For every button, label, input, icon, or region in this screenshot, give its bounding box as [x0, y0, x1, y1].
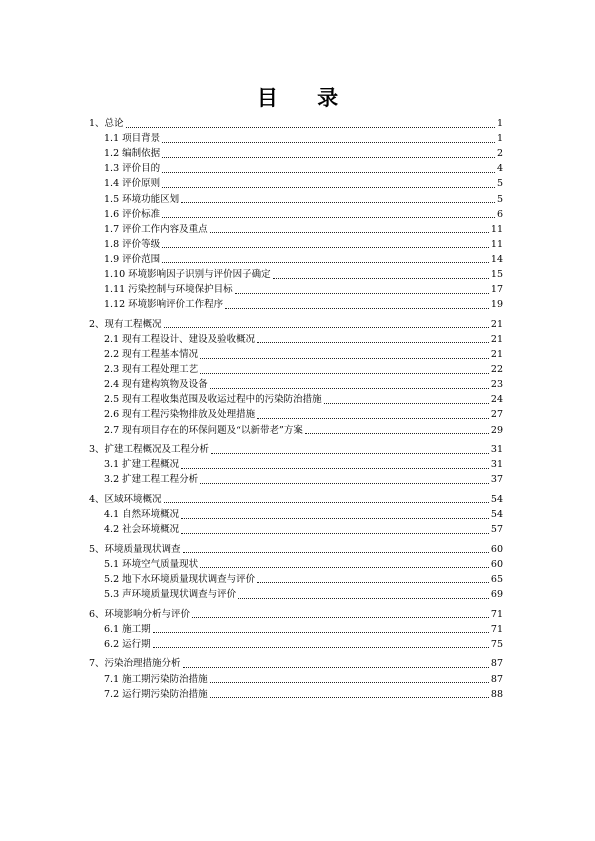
- toc-dot-leader: [200, 483, 489, 484]
- toc-entry-title: 1.8 评价等级: [104, 238, 161, 250]
- toc-entry-title: 1.5 环境功能区划: [104, 193, 180, 205]
- toc-section-entry[interactable]: [104, 407, 503, 423]
- toc-section-entry[interactable]: [104, 472, 503, 488]
- toc-entry-title: 2、现有工程概况: [89, 318, 162, 330]
- toc-dot-leader: [210, 232, 489, 233]
- toc-dot-leader: [181, 518, 489, 519]
- toc-section-entry[interactable]: [104, 332, 503, 348]
- toc-section-entry[interactable]: [104, 131, 503, 147]
- toc-dot-leader: [200, 373, 489, 374]
- toc-chapter-entry[interactable]: [89, 442, 503, 458]
- toc-page-number: 60: [490, 543, 503, 555]
- toc-page-number: 11: [490, 238, 503, 250]
- toc-entry-title: 2.7 现有项目存在的环保问题及“以新带老”方案: [104, 424, 303, 436]
- toc-page-number: 1: [496, 118, 503, 129]
- toc-section-entry[interactable]: [104, 392, 503, 408]
- toc-section-entry[interactable]: [104, 557, 503, 573]
- toc-entry-title: 1.4 评价原则: [104, 178, 161, 190]
- toc-page-number: 21: [490, 318, 503, 330]
- toc-dot-leader: [225, 308, 489, 309]
- toc-dot-leader: [126, 127, 495, 128]
- toc-entry-title: 4、区域环境概况: [89, 493, 162, 505]
- toc-section-entry[interactable]: [104, 507, 503, 523]
- toc-page-number: 23: [490, 379, 503, 391]
- toc-page-number: 11: [490, 223, 503, 235]
- toc-chapter-entry[interactable]: [89, 317, 503, 333]
- toc-page-number: 54: [490, 493, 503, 505]
- toc-section-entry[interactable]: [104, 192, 503, 208]
- toc-page-number: 19: [490, 299, 503, 311]
- toc-section-entry[interactable]: [104, 347, 503, 363]
- toc-section-entry[interactable]: [104, 207, 503, 223]
- toc-entry-title: 2.1 现有工程设计、建设及验收概况: [104, 333, 256, 345]
- toc-entry-title: 1.11 污染控制与环境保护目标: [104, 284, 233, 296]
- toc-entry-title: 3.2 扩建工程工程分析: [104, 474, 199, 486]
- toc-page-number: 21: [490, 333, 503, 345]
- toc-section-entry[interactable]: [104, 282, 503, 298]
- toc-dot-leader: [183, 552, 489, 553]
- toc-section-entry[interactable]: [104, 161, 503, 177]
- toc-dot-leader: [181, 468, 489, 469]
- toc-section-entry[interactable]: [104, 176, 503, 192]
- toc-entry-title: 6.2 运行期: [104, 638, 151, 650]
- toc-section-entry[interactable]: [104, 237, 503, 253]
- toc-entry-title: 6.1 施工期: [104, 623, 151, 635]
- toc-dot-leader: [211, 453, 489, 454]
- toc-page-number: 37: [490, 474, 503, 486]
- toc-page-number: 27: [490, 409, 503, 421]
- toc-chapter-entry[interactable]: [89, 607, 503, 623]
- toc-entry-title: 5.1 环境空气质量现状: [104, 558, 199, 570]
- toc-page-number: 87: [490, 673, 503, 685]
- toc-page-number: 65: [490, 573, 503, 585]
- toc-dot-leader: [162, 247, 489, 248]
- toc-dot-leader: [200, 567, 489, 568]
- toc-page-number: 6: [496, 208, 503, 220]
- toc-page-number: 1: [496, 133, 503, 145]
- toc-section-entry[interactable]: [104, 377, 503, 393]
- toc-page-number: 5: [496, 178, 503, 190]
- toc-section-entry[interactable]: [104, 267, 503, 283]
- toc-page-number: 5: [496, 193, 503, 205]
- toc-entry-title: 7.1 施工期污染防治措施: [104, 673, 208, 685]
- toc-page-number: 24: [490, 394, 503, 406]
- toc-section-entry[interactable]: [104, 572, 503, 588]
- toc-entry-title: 1.1 项目背景: [104, 133, 161, 145]
- toc-page-number: 69: [490, 589, 503, 600]
- toc-dot-leader: [210, 697, 489, 698]
- toc-dot-leader: [238, 598, 489, 599]
- toc-section-entry[interactable]: [104, 297, 503, 313]
- toc-section-entry[interactable]: [104, 622, 503, 638]
- toc-entry-title: 7、污染治理措施分析: [89, 658, 181, 670]
- toc-page-number: 31: [490, 444, 503, 456]
- toc-page-number: 4: [496, 163, 503, 175]
- toc-entry-title: 5、环境质量现状调查: [89, 543, 181, 555]
- toc-entry-title: 7.2 运行期污染防治措施: [104, 688, 208, 700]
- toc-page-number: 57: [490, 524, 503, 536]
- toc-dot-leader: [164, 502, 489, 503]
- toc-page-number: 21: [490, 349, 503, 360]
- toc-entry-title: 1.7 评价工作内容及重点: [104, 223, 208, 235]
- toc-section-entry[interactable]: [104, 252, 503, 268]
- toc-section-entry[interactable]: [104, 146, 503, 162]
- page-title: 目 录: [256, 85, 355, 110]
- toc-dot-leader: [162, 172, 495, 173]
- toc-entry-title: 2.5 现有工程收集范围及收运过程中的污染防治措施: [104, 394, 322, 406]
- toc-dot-leader: [164, 327, 489, 328]
- toc-dot-leader: [235, 293, 489, 294]
- toc-page-number: 87: [490, 658, 503, 670]
- toc-dot-leader: [200, 358, 489, 359]
- toc-entry-title: 5.2 地下水环境质量现状调查与评价: [104, 573, 256, 585]
- toc-entry-title: 4.1 自然环境概况: [104, 509, 180, 520]
- toc-dot-leader: [181, 202, 495, 203]
- toc-page-number: 54: [490, 509, 503, 520]
- toc-entry-title: 2.6 现有工程污染物排放及处理措施: [104, 409, 256, 421]
- toc-entry-title: 1.3 评价目的: [104, 163, 161, 175]
- toc-dot-leader: [153, 632, 489, 633]
- toc-dot-leader: [153, 647, 489, 648]
- toc-dot-leader: [162, 217, 495, 218]
- toc-dot-leader: [162, 262, 489, 263]
- toc-page-number: 22: [490, 364, 503, 376]
- toc-entry-title: 1.10 环境影响因子识别与评价因子确定: [104, 269, 271, 280]
- toc-chapter-entry[interactable]: [89, 542, 503, 558]
- toc-page-number: 60: [490, 558, 503, 570]
- toc-dot-leader: [162, 157, 495, 158]
- toc-dot-leader: [324, 403, 489, 404]
- toc-entry-title: 4.2 社会环境概况: [104, 524, 180, 536]
- toc-dot-leader: [181, 533, 489, 534]
- toc-dot-leader: [257, 418, 489, 419]
- toc-dot-leader: [273, 278, 489, 279]
- toc-entry-title: 2.3 现有工程处理工艺: [104, 364, 199, 376]
- toc-dot-leader: [162, 142, 495, 143]
- toc-entry-title: 3、扩建工程概况及工程分析: [89, 444, 210, 456]
- toc-entry-title: 1.12 环境影响评价工作程序: [104, 299, 224, 311]
- toc-section-entry[interactable]: [104, 637, 503, 653]
- toc-entry-title: 5.3 声环境质量现状调查与评价: [104, 589, 237, 600]
- toc-dot-leader: [305, 433, 489, 434]
- toc-dot-leader: [257, 582, 489, 583]
- toc-entry-title: 1.2 编制依据: [104, 148, 161, 160]
- toc-entry-title: 2.2 现有工程基本情况: [104, 349, 199, 360]
- toc-entry-title: 1.6 评价标准: [104, 208, 161, 220]
- toc-page-number: 71: [490, 608, 503, 620]
- toc-entry-title: 3.1 扩建工程概况: [104, 459, 180, 471]
- toc-section-entry[interactable]: [104, 672, 503, 688]
- toc-entry-title: 6、环境影响分析与评价: [89, 608, 191, 620]
- table-of-contents: [0, 116, 595, 766]
- toc-section-entry[interactable]: [104, 687, 503, 703]
- toc-section-entry[interactable]: [104, 362, 503, 378]
- toc-page-number: 71: [490, 623, 503, 635]
- toc-dot-leader: [257, 342, 489, 343]
- toc-chapter-entry[interactable]: [89, 656, 503, 672]
- toc-chapter-entry[interactable]: [89, 492, 503, 508]
- toc-page-number: 14: [490, 253, 503, 265]
- toc-page-number: 17: [490, 284, 503, 296]
- toc-chapter-entry[interactable]: [89, 116, 503, 132]
- toc-entry-title: 2.4 现有建构筑物及设备: [104, 379, 208, 391]
- toc-dot-leader: [183, 667, 489, 668]
- toc-page-number: 88: [490, 688, 503, 700]
- toc-section-entry[interactable]: [104, 587, 503, 603]
- toc-page-number: 75: [490, 638, 503, 650]
- toc-entry-title: 1.9 评价范围: [104, 253, 161, 265]
- toc-entry-title: 1、总论: [89, 118, 124, 129]
- toc-page-number: 15: [490, 269, 503, 280]
- toc-dot-leader: [192, 617, 489, 618]
- toc-page-number: 2: [496, 148, 503, 160]
- toc-section-entry[interactable]: [104, 222, 503, 238]
- toc-page-number: 29: [490, 424, 503, 436]
- toc-page-number: 31: [490, 459, 503, 471]
- toc-section-entry[interactable]: [104, 522, 503, 538]
- toc-section-entry[interactable]: [104, 457, 503, 473]
- toc-dot-leader: [162, 187, 495, 188]
- toc-dot-leader: [210, 682, 489, 683]
- toc-section-entry[interactable]: [104, 423, 503, 439]
- toc-dot-leader: [210, 388, 489, 389]
